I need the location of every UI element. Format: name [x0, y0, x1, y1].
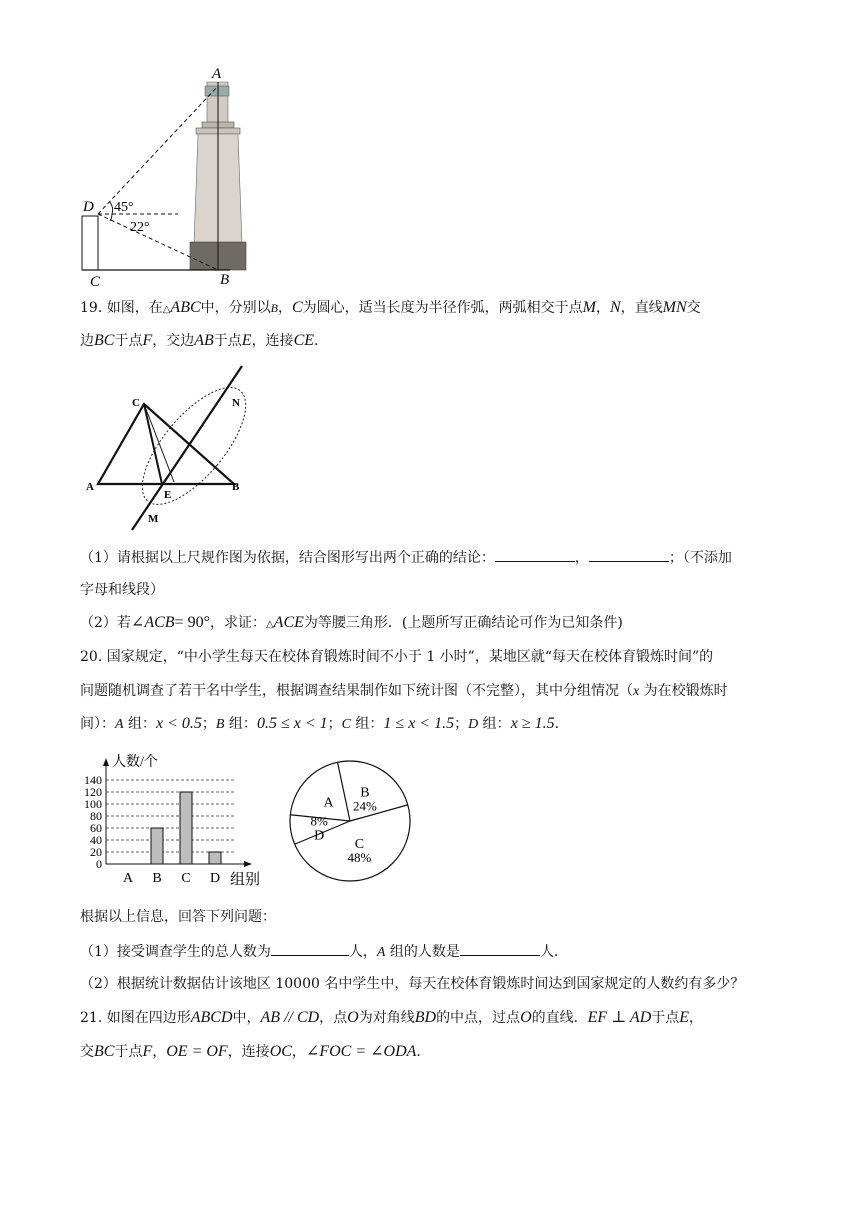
label-d: D: [83, 199, 94, 215]
y-tick-label: 100: [84, 797, 102, 811]
q19-line1: 19. 如图，在△ABC中，分别以B，C为圆心，适当长度为半径作弧，两弧相交于点M，N，直线MN交: [80, 299, 701, 316]
pie-percent-d: 8%: [310, 813, 328, 829]
y-tick-label: 80: [90, 809, 102, 823]
q21-line2: 交BC于点F，OE = OF，连接OC，∠FOC = ∠ODA.: [80, 1043, 421, 1060]
label-a: A: [212, 66, 222, 82]
fig-label-m: M: [148, 513, 159, 525]
pie-label-b: B: [360, 785, 370, 801]
fig-label-e: E: [164, 489, 172, 501]
y-tick-label: 20: [90, 845, 102, 859]
bar-chart: [76, 750, 276, 890]
q19-part1-cont: 字母和线段）: [80, 582, 164, 598]
answer-blank-group-a[interactable]: [460, 941, 540, 956]
q19-part1: （1）请根据以上尺规作图为依据，结合图形写出两个正确的结论： ， ；（不添加: [80, 547, 800, 568]
pie-percent-c: 48%: [347, 850, 372, 866]
y-axis-label: 人数/个: [112, 755, 158, 770]
lighthouse-figure: [70, 64, 270, 290]
answer-blank-total[interactable]: [271, 941, 349, 956]
label-b: B: [220, 272, 230, 288]
label-c: C: [90, 274, 101, 290]
fig-label-c: C: [132, 397, 140, 409]
y-axis-arrow: [103, 758, 109, 766]
angle-22-label: 22°: [130, 220, 150, 235]
pie-label-d: D: [314, 828, 325, 844]
q20-line2: 问题随机调查了若干名中学生，根据调查结果制作如下统计图（不完整），其中分组情况（x 为在校锻炼时: [80, 683, 728, 699]
q20-line1: 20. 国家规定，“中小学生每天在校体育锻炼时间不小于 1 小时”，某地区就“每天在校体育锻炼时间”的: [80, 649, 714, 665]
x-tick-label: C: [181, 871, 191, 886]
pie-percent-b: 24%: [352, 798, 377, 814]
q20-line3: 间）：A 组：x < 0.5；B 组：0.5 ≤ x < 1；C 组：1 ≤ x < 1.5；D 组：x ≥ 1.5.: [80, 715, 560, 732]
q21-line1: 21. 如图在四边形ABCD中，AB // CD，点O为对角线BD的中点，过点O的直线．EF ⊥ AD于点E，: [80, 1009, 704, 1026]
q20-part1: （1）接受调查学生的总人数为 人，A 组的人数是 人.: [80, 941, 800, 963]
bar-b: [151, 828, 163, 864]
q20-number: 20.: [80, 649, 103, 665]
q19-part2: （2）若∠ACB= 90°，求证：△ACE为等腰三角形．(上题所写正确结论可作为已知条件): [80, 614, 623, 631]
q19-construction-figure: [84, 362, 254, 534]
q20-part2: （2）根据统计数据估计该地区 10000 名中学生中，每天在校体育锻炼时间达到国家规定的人数约有多少？: [80, 976, 745, 992]
answer-blank-1[interactable]: [495, 547, 575, 562]
pie-chart: [288, 758, 412, 884]
bar-c: [180, 792, 192, 864]
y-tick-label: 120: [84, 785, 102, 799]
fig-label-n: N: [232, 397, 240, 409]
x-axis-label: 组别: [230, 872, 261, 888]
x-tick-label: B: [152, 871, 162, 886]
y-tick-label: 140: [84, 773, 102, 787]
pie-label-a: A: [323, 795, 334, 811]
q21-number: 21.: [80, 1010, 103, 1026]
fig-label-b: B: [232, 481, 240, 493]
answer-blank-2[interactable]: [589, 547, 669, 562]
q20-prompt: 根据以上信息，回答下列问题：: [80, 909, 276, 925]
pie-label-c: C: [354, 837, 365, 853]
y-tick-label: 40: [90, 833, 102, 847]
q19-number: 19.: [80, 300, 103, 316]
bar-d: [209, 852, 221, 864]
x-tick-label: D: [209, 871, 221, 886]
fig-label-a: A: [86, 481, 94, 493]
x-tick-label: A: [122, 871, 134, 886]
x-axis-arrow: [244, 861, 252, 867]
angle-45-label: 45°: [114, 200, 134, 215]
y-tick-label: 0: [96, 857, 102, 871]
y-tick-label: 60: [90, 821, 102, 835]
q19-line2: 边BC于点F，交边AB于点E，连接CE.: [80, 332, 319, 349]
